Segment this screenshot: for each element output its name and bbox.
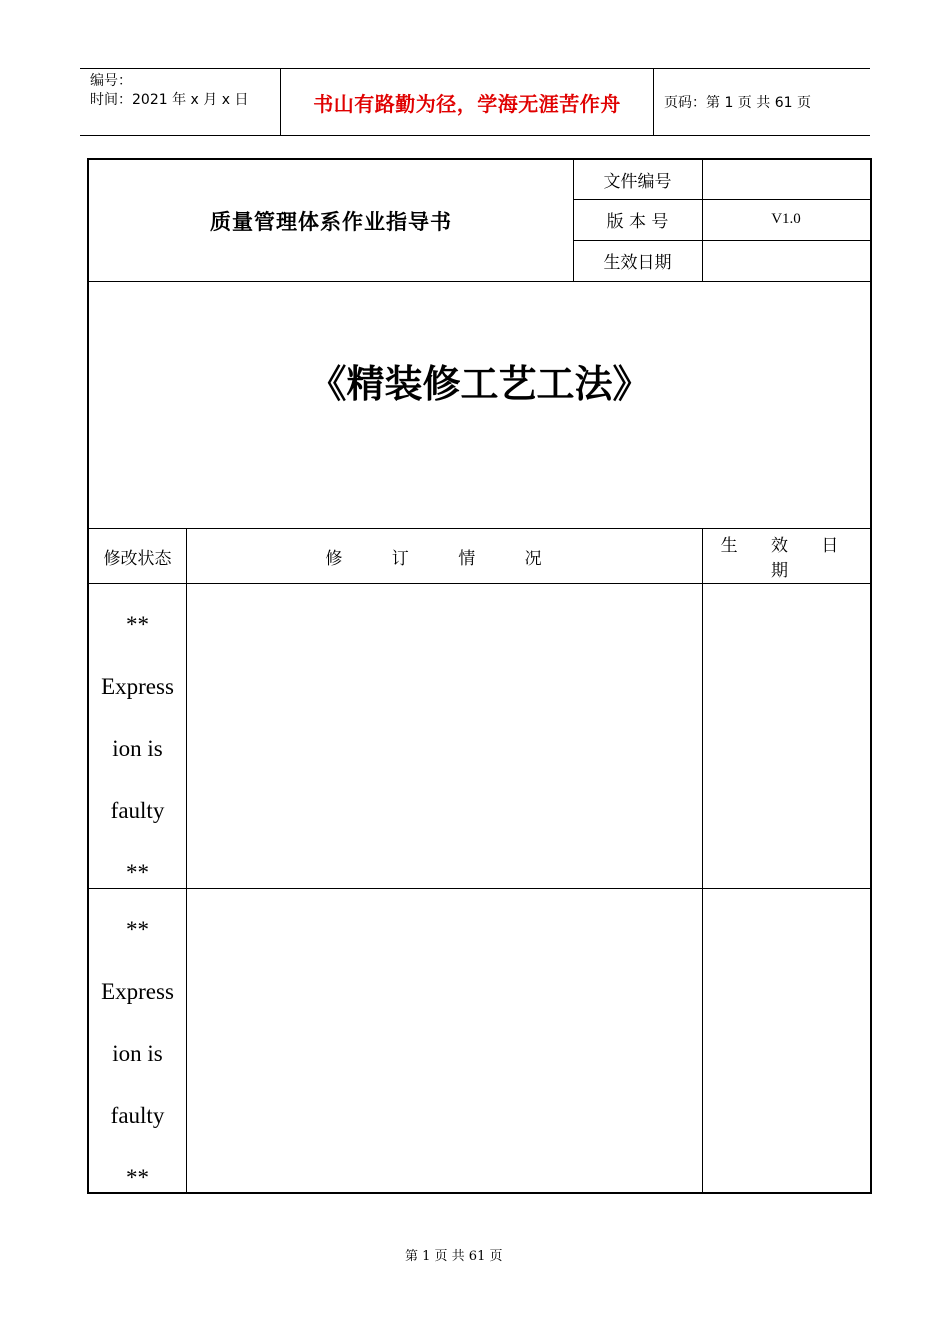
revision-content-cell <box>187 584 702 888</box>
header-page-info <box>654 69 870 135</box>
status-line: ion is <box>112 736 163 761</box>
effective-date-label: 生效日期 <box>603 253 672 273</box>
revision-status-cell <box>89 889 186 1192</box>
header-motto-cell <box>281 69 654 135</box>
version-label: 版 本 号 <box>606 212 669 232</box>
file-no-label: 文件编号 <box>603 172 672 192</box>
revision-status-header: 修改状态 <box>103 548 172 569</box>
file-no-value <box>702 160 870 199</box>
page-info-text: 页码：第 1 页 共 61 页 <box>664 95 811 111</box>
page-footer <box>0 1245 950 1264</box>
page-header <box>80 68 870 136</box>
revision-date-cell <box>703 889 870 1192</box>
revision-date-cell <box>703 584 870 888</box>
document-frame <box>87 158 872 1194</box>
revision-status-cell <box>89 584 186 888</box>
motto-text: 书山有路勤为径，学海无涯苦作舟 <box>313 91 621 116</box>
revision-date-header: 生 效 日 期 <box>720 536 853 581</box>
footer-page-number: 第 1 页 共 61 页 <box>405 1249 503 1264</box>
number-label: 编号： <box>90 73 132 89</box>
status-line: Express <box>101 979 174 1004</box>
status-line: ** <box>126 1165 149 1190</box>
revision-content-cell <box>187 889 702 1192</box>
status-line: ** <box>126 612 149 637</box>
status-line: ** <box>126 860 149 885</box>
revision-details-header: 修 订 情 况 <box>325 548 564 569</box>
effective-date-value <box>702 240 870 281</box>
version-value: V1.0 <box>771 211 801 227</box>
time-label: 时间：2021 年 x 月 x 日 <box>90 92 249 108</box>
status-line: Express <box>101 674 174 699</box>
status-line: faulty <box>110 798 165 823</box>
status-line: ** <box>126 917 149 942</box>
header-info <box>80 69 281 135</box>
status-line: faulty <box>110 1103 165 1128</box>
main-title: 《精装修工艺工法》 <box>308 360 651 406</box>
status-line: ion is <box>112 1041 163 1066</box>
system-title: 质量管理体系作业指导书 <box>210 209 452 234</box>
